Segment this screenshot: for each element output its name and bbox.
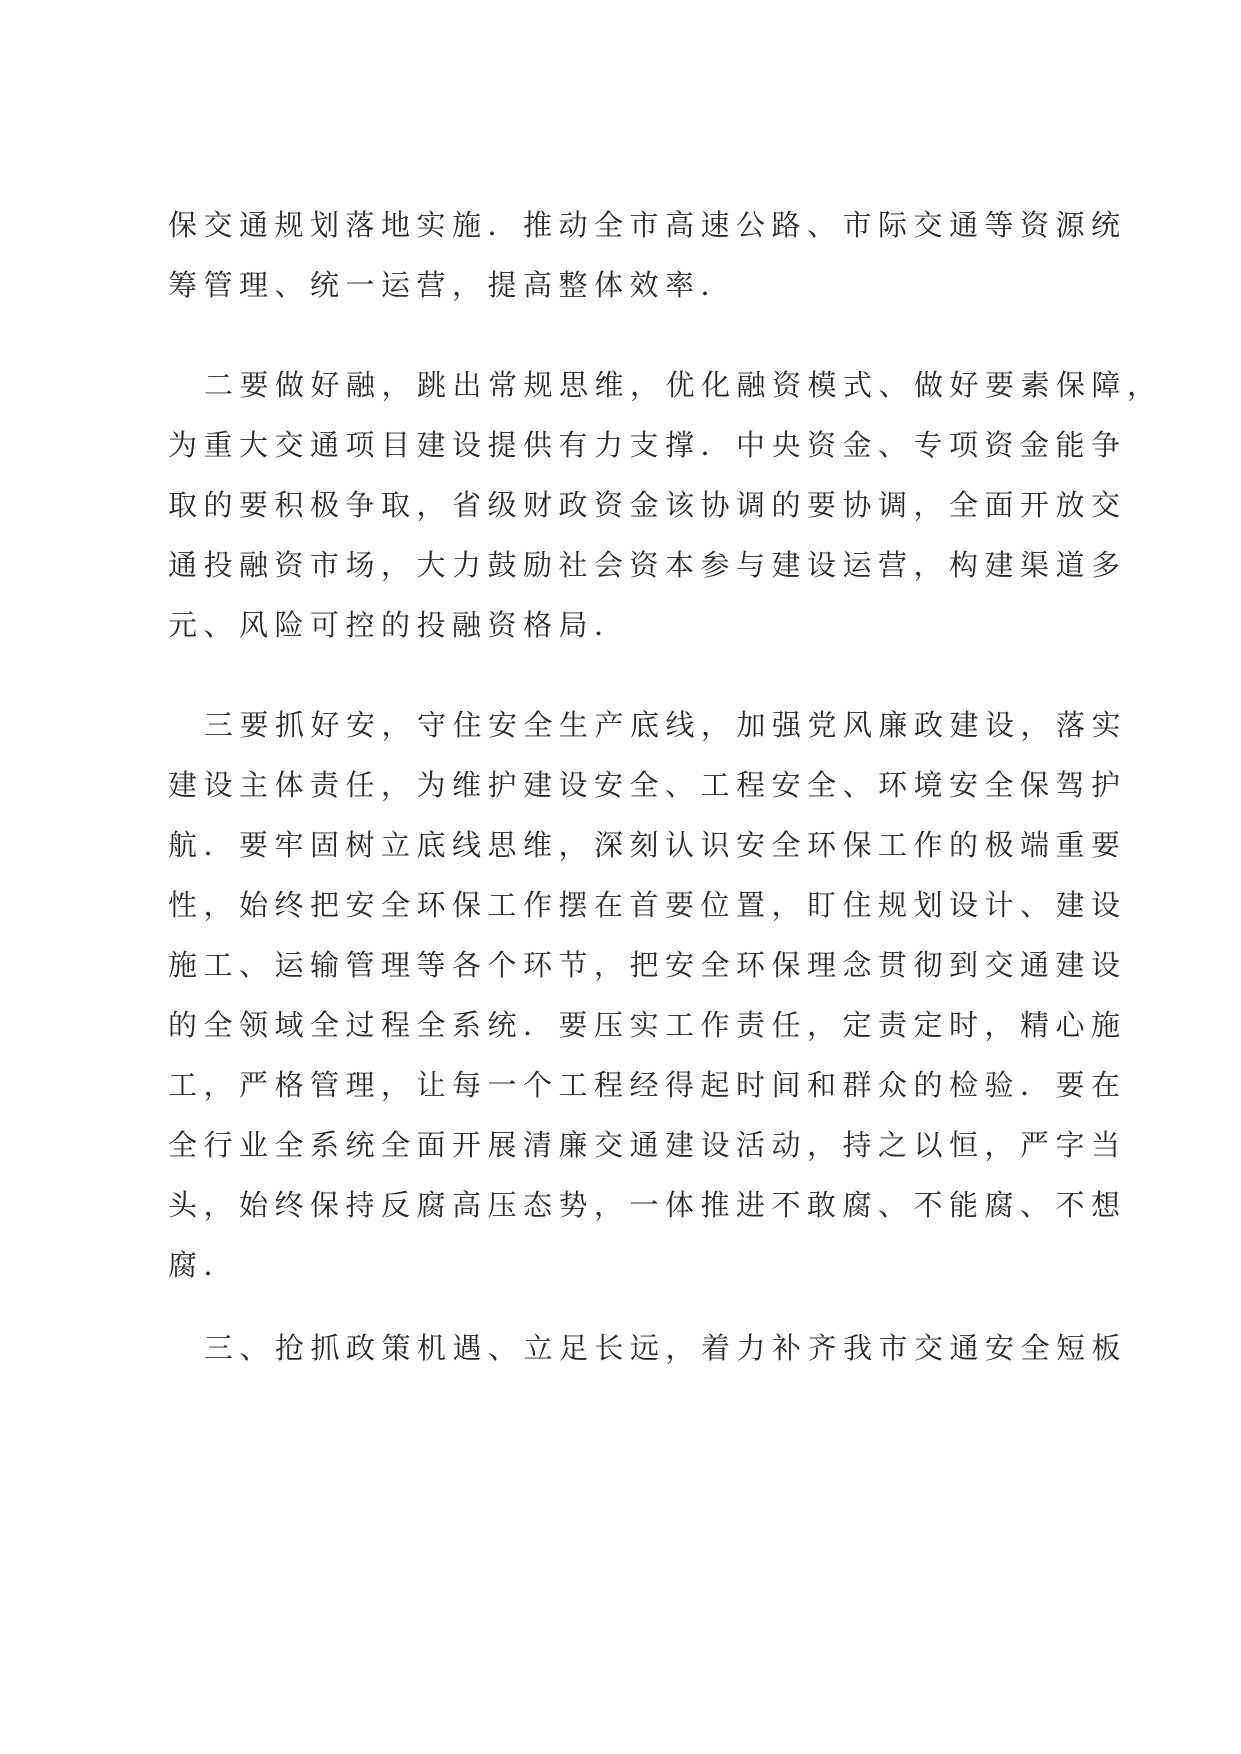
- text-line: 性，始终把安全环保工作摆在首要位置，盯住规划设计、建设: [168, 888, 1127, 922]
- text-line: 三、抢抓政策机遇、立足长远，着力补齐我市交通安全短板: [204, 1331, 1128, 1365]
- paragraph-2: [168, 355, 1163, 655]
- text-line: 施工、运输管理等各个环节，把安全环保理念贯彻到交通建设: [168, 948, 1127, 982]
- text-line: 为重大交通项目建设提供有力支撑．中央资金、专项资金能争: [168, 428, 1127, 462]
- text-line: 航．要牢固树立底线思维，深刻认识安全环保工作的极端重要: [168, 828, 1127, 862]
- text-line: 筹管理、统一运营，提高整体效率．: [168, 268, 737, 302]
- text-line: 保交通规划落地实施．推动全市高速公路、市际交通等资源统: [168, 208, 1127, 242]
- text-line: 建设主体责任，为维护建设安全、工程安全、环境安全保驾护: [168, 768, 1127, 802]
- text-line: 取的要积极争取，省级财政资金该协调的要协调，全面开放交: [168, 488, 1127, 522]
- text-line: 三要抓好安，守住安全生产底线，加强党风廉政建设，落实: [204, 708, 1128, 742]
- text-line: 通投融资市场，大力鼓励社会资本参与建设运营，构建渠道多: [168, 548, 1127, 582]
- text-line: 元、风险可控的投融资格局．: [168, 608, 630, 642]
- text-line: 二要做好融，跳出常规思维，优化融资模式、做好要素保障，: [204, 368, 1163, 402]
- text-line: 腐．: [168, 1248, 240, 1282]
- paragraph-1: [168, 195, 1127, 315]
- section-heading: [168, 1318, 1128, 1378]
- paragraph-3: [168, 695, 1128, 1295]
- text-line: 的全领域全过程全系统．要压实工作责任，定责定时，精心施: [168, 1008, 1127, 1042]
- text-line: 头，始终保持反腐高压态势，一体推进不敢腐、不能腐、不想: [168, 1188, 1127, 1222]
- text-line: 全行业全系统全面开展清廉交通建设活动，持之以恒，严字当: [168, 1128, 1127, 1162]
- text-line: 工，严格管理，让每一个工程经得起时间和群众的检验．要在: [168, 1068, 1127, 1102]
